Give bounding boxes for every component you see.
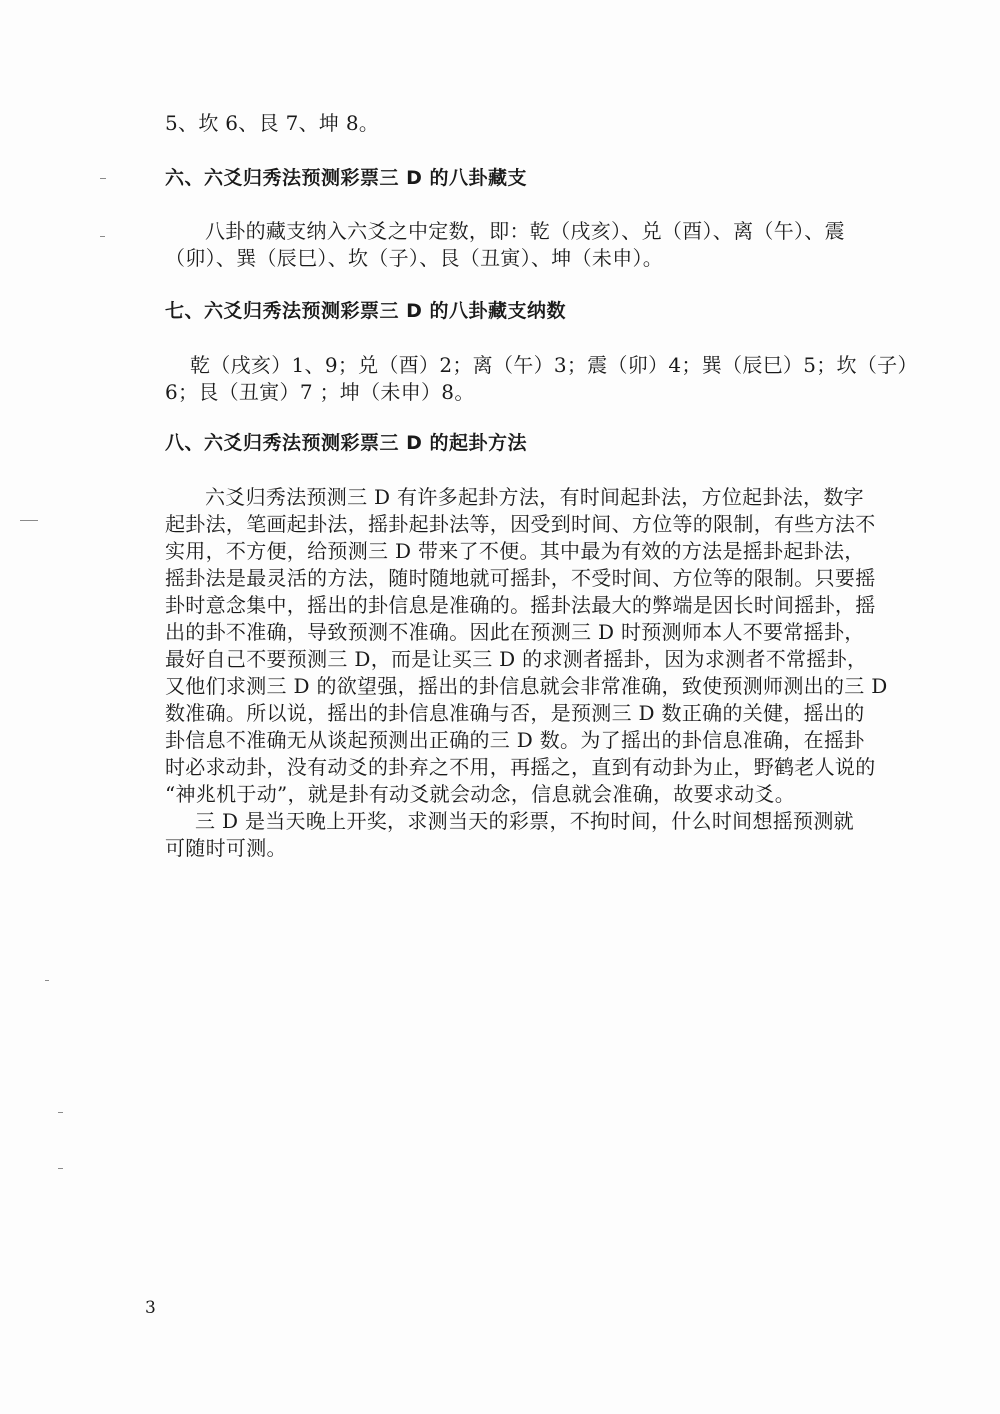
paragraph-line-5: 卦时意念集中，摇出的卦信息是准确的。摇卦法最大的弊端是因长时间摇卦，摇 — [165, 593, 876, 617]
paragraph-line-2: 起卦法，笔画起卦法，摇卦起卦法等，因受到时间、方位等的限制，有些方法不 — [165, 512, 876, 536]
page-number: 3 — [145, 1298, 156, 1318]
paragraph-line-8: 又他们求测三 D 的欲望强，摇出的卦信息就会非常准确，致使预测师测出的三 D — [165, 674, 888, 698]
paragraph-line-4: 摇卦法是最灵活的方法，随时随地就可摇卦，不受时间、方位等的限制。只要摇 — [165, 566, 876, 590]
paragraph-line-10: 卦信息不准确无从谈起预测出正确的三 D 数。为了摇出的卦信息准确，在摇卦 — [165, 728, 865, 752]
paragraph-line-9: 数准确。所以说，摇出的卦信息准确与否，是预测三 D 数正确的关健，摇出的 — [165, 701, 865, 725]
paragraph-line-6: 出的卦不准确，导致预测不准确。因此在预测三 D 时预测师本人不要常摇卦， — [165, 620, 865, 644]
scan-speck — [100, 178, 106, 179]
paragraph-line-7: 最好自己不要预测三 D，而是让买三 D 的求测者摇卦，因为求测者不常摇卦， — [165, 647, 868, 671]
scan-speck — [58, 1168, 63, 1169]
scan-speck — [100, 236, 105, 237]
scan-speck — [45, 980, 49, 981]
scan-speck — [58, 1112, 63, 1113]
paragraph-line-14: 可随时可测。 — [165, 836, 287, 860]
paragraph-line-1: 六爻归秀法预测三 D 有许多起卦方法，有时间起卦法，方位起卦法，数字 — [205, 485, 864, 509]
paragraph-line-3: 实用，不方便，给预测三 D 带来了不便。其中最为有效的方法是摇卦起卦法， — [165, 539, 865, 563]
section-heading-7: 七、六爻归秀法预测彩票三 D 的八卦藏支纳数 — [165, 300, 567, 322]
paragraph-line-11: 时必求动卦，没有动爻的卦弃之不用，再摇之，直到有动卦为止，野鹤老人说的 — [165, 755, 876, 779]
section-heading-6: 六、六爻归秀法预测彩票三 D 的八卦藏支 — [165, 167, 528, 189]
scan-speck — [20, 520, 38, 521]
body-line-5: 6；艮（丑寅）7 ；坤（未申）8。 — [165, 380, 475, 404]
paragraph-line-12: “神兆机于动”，就是卦有动爻就会动念，信息就会准确，故要求动爻。 — [165, 782, 796, 806]
body-line-4: 乾（戌亥）1、9；兑（酉）2；离（午）3；震（卯）4；巽（辰巳）5；坎（子） — [190, 353, 918, 377]
paragraph-line-13: 三 D 是当天晚上开奖，求测当天的彩票，不拘时间，什么时间想摇预测就 — [195, 809, 854, 833]
body-line-1: 5、坎 6、艮 7、坤 8。 — [165, 111, 380, 135]
body-line-2: 八卦的藏支纳入六爻之中定数，即：乾（戌亥）、兑（酉）、离（午）、震 — [205, 219, 845, 243]
section-heading-8: 八、六爻归秀法预测彩票三 D 的起卦方法 — [165, 432, 528, 454]
body-line-3: （卯）、巽（辰巳）、坎（子）、艮（丑寅）、坤（未申）。 — [165, 246, 664, 270]
